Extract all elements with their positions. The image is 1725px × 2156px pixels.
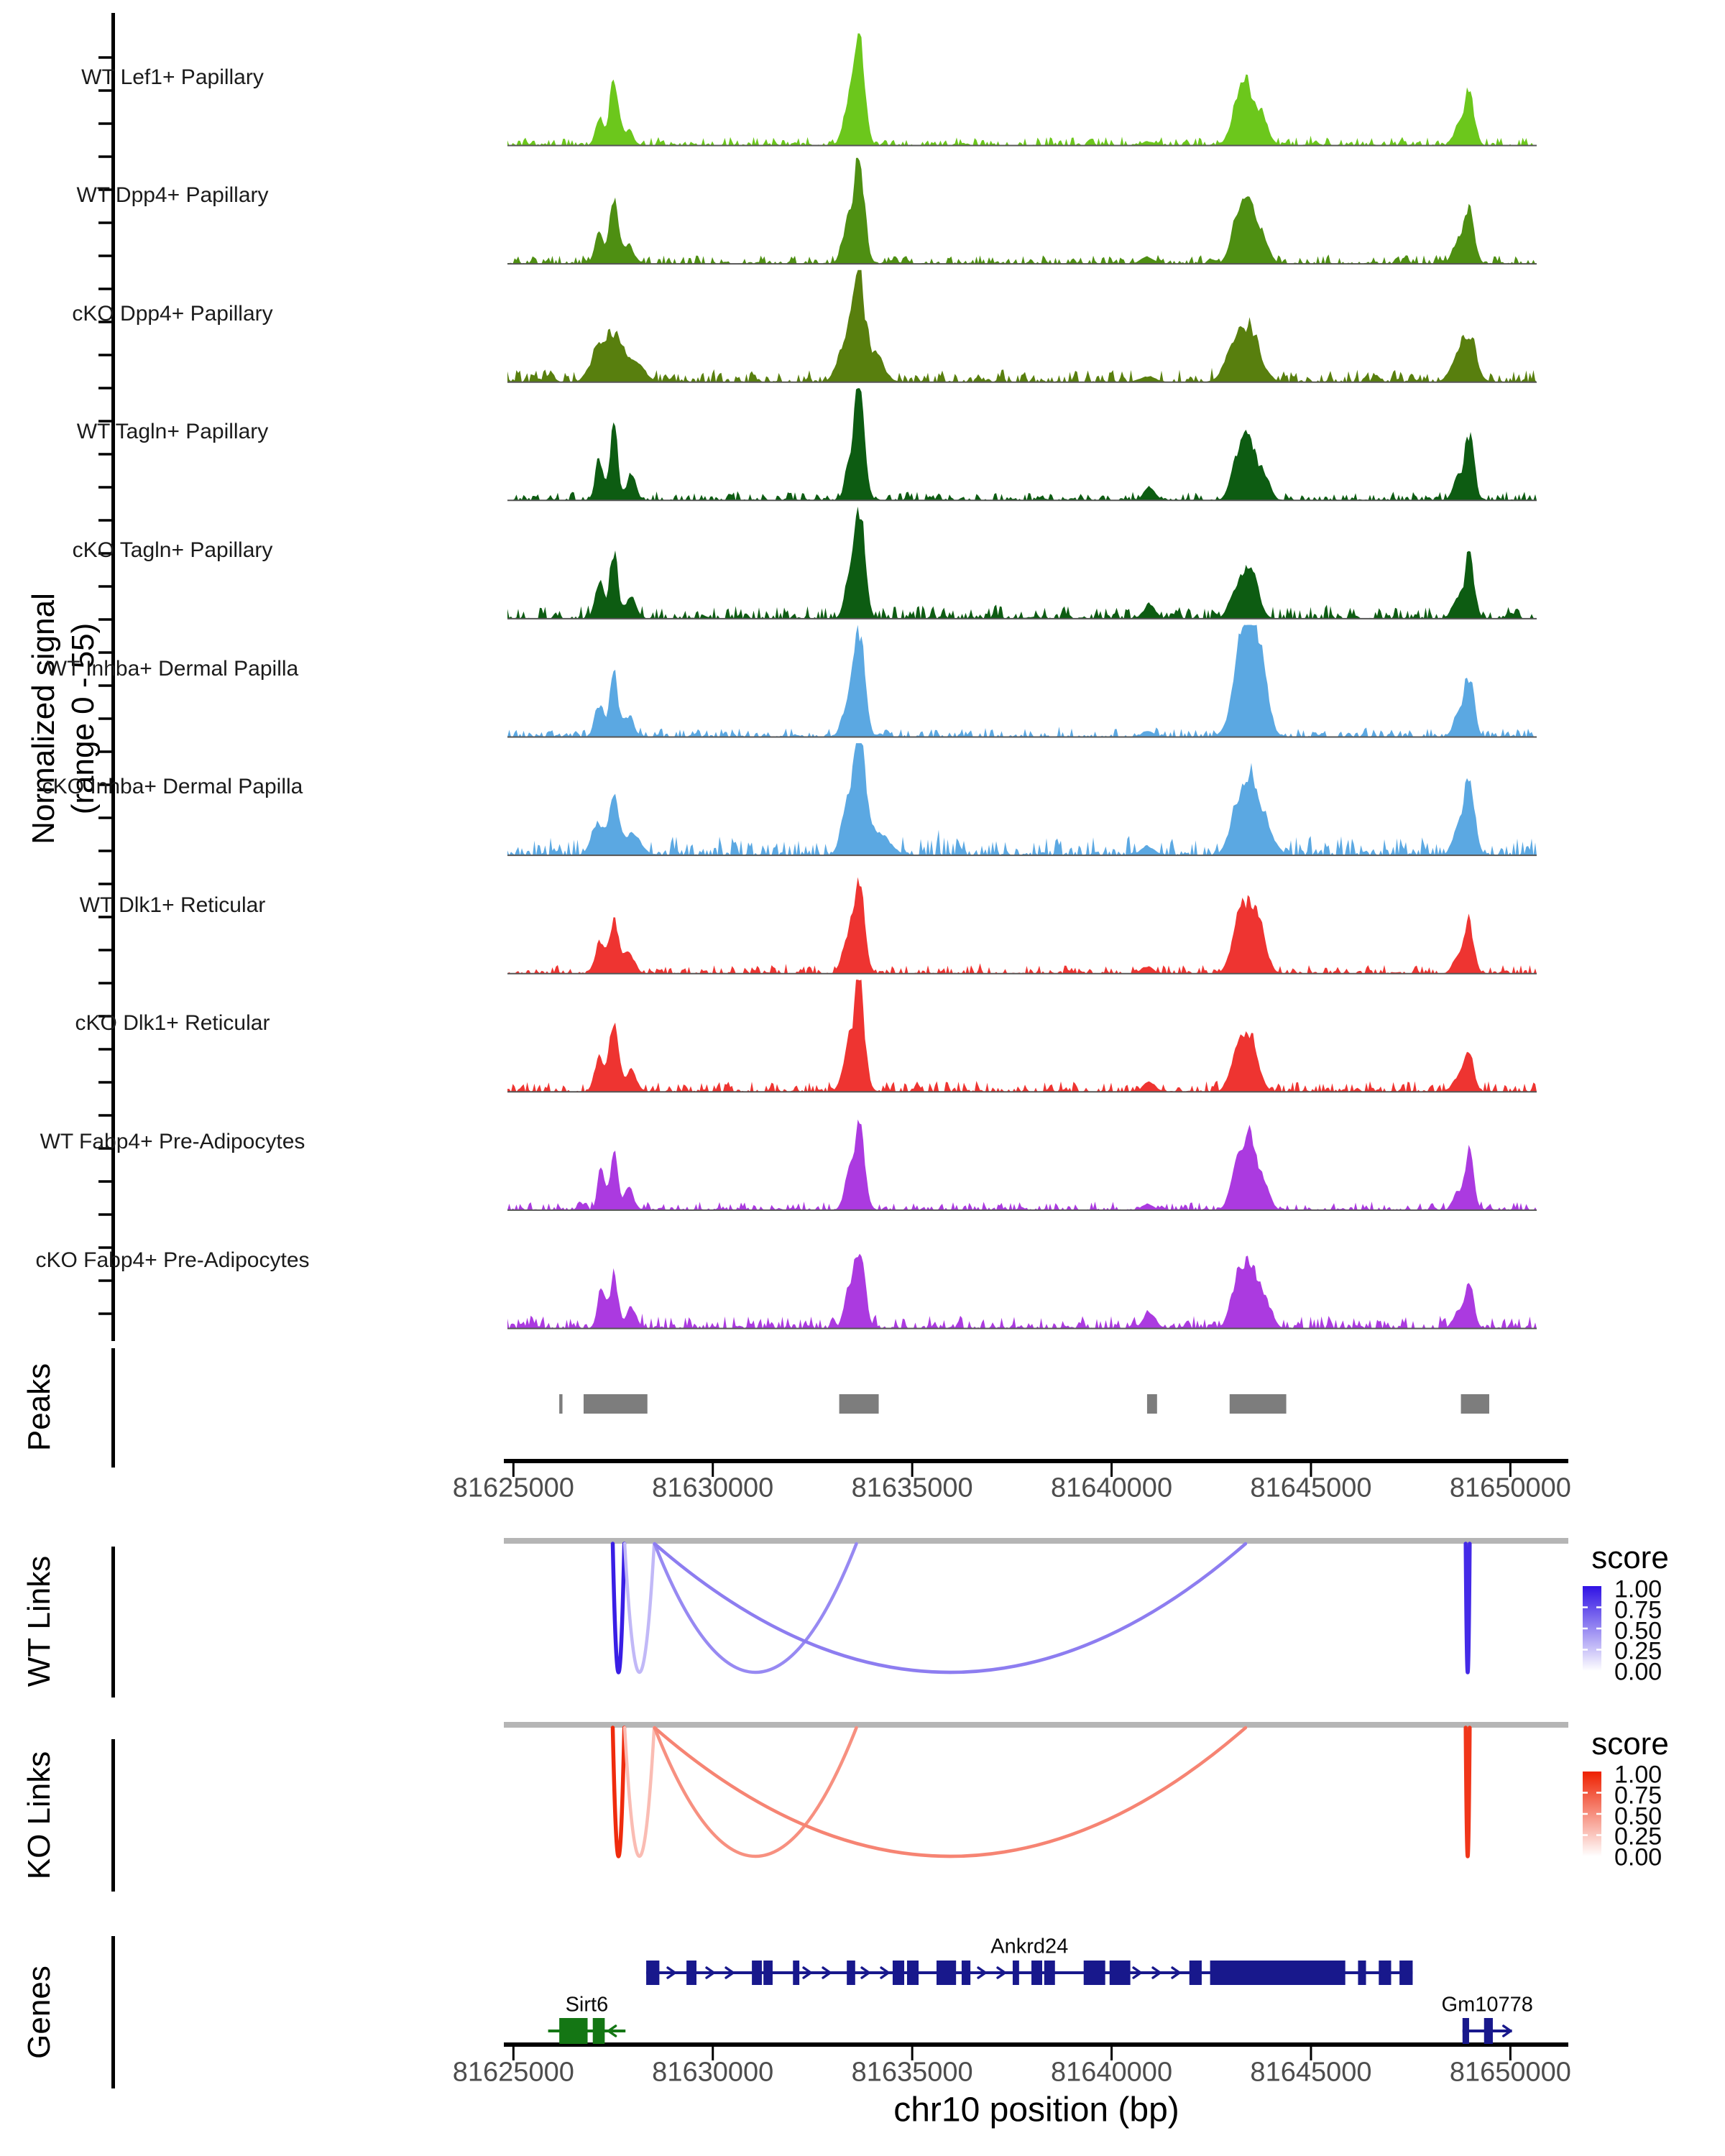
genes-panel-label: Genes [22,1966,57,2059]
genomic-axis-tick-label-2-2: 81635000 [851,2057,973,2088]
wt-score-gradient-tick-label-4: 0.00 [1614,1658,1662,1686]
wt-links-axis-bar [111,1547,115,1697]
gene-exon-Ankrd24-19 [1399,1961,1412,1985]
y-axis-label-line1: Normalized signal [26,593,61,844]
peaks-panel-label: Peaks [22,1363,57,1452]
gene-exon-Ankrd24-1 [686,1961,696,1985]
ko-link-arc-0 [613,1728,625,1856]
gene-exon-Sirt6-1 [593,2018,605,2044]
y-axis-label-line2: (range 0 - 55) [65,622,101,815]
track-label-0: WT Lef1+ Papillary [81,65,264,89]
gene-exon-Ankrd24-7 [907,1961,919,1985]
gene-name-label-Sirt6: Sirt6 [565,1993,609,2017]
gene-exon-Ankrd24-10 [1013,1961,1019,1985]
peak-interval-2 [840,1394,879,1414]
peak-interval-4 [1230,1394,1287,1414]
gene-exon-Gm10778-1 [1484,2018,1493,2044]
genomic-axis-tick-label-1-0: 81625000 [452,1473,574,1503]
track-label-1: WT Dpp4+ Papillary [76,183,269,208]
genomic-axis-tick-label-1-4: 81645000 [1250,1473,1372,1503]
ko-score-gradient-tick-label-0: 1.00 [1614,1761,1662,1789]
genomic-axis-tick-label-1-1: 81630000 [652,1473,774,1503]
genomic-axis-tick-label-2-3: 81640000 [1051,2057,1173,2088]
gene-name-label-Ankrd24: Ankrd24 [990,1935,1069,1958]
wt-link-arc-0 [613,1544,625,1672]
genomic-axis-line-1 [504,1459,1568,1463]
track-label-4: cKO Tagln+ Papillary [72,538,273,562]
coverage-area-9 [507,1120,1537,1210]
wt-link-arc-3 [655,1544,1246,1672]
wt-links-panel-label: WT Links [22,1555,57,1687]
coverage-area-2 [507,270,1537,382]
genomic-axis-tick-label-2-0: 81625000 [452,2057,574,2088]
gene-exon-Ankrd24-2 [752,1961,762,1985]
ko-link-arc-2 [655,1728,857,1856]
genes-axis-bar [111,1936,115,2088]
wt-score-gradient-tick-label-3: 0.25 [1614,1637,1662,1665]
wt-score-gradient-tick-label-0: 1.00 [1614,1575,1662,1603]
peak-interval-3 [1147,1394,1157,1414]
gene-exon-Ankrd24-3 [763,1961,773,1985]
track-label-3: WT Tagln+ Papillary [76,420,269,444]
genomic-axis-tick-label-1-2: 81635000 [851,1473,973,1503]
gene-name-label-Gm10778: Gm10778 [1441,1993,1533,2017]
coverage-area-10 [507,1254,1537,1329]
coverage-area-0 [507,34,1537,146]
genomic-axis-line-2 [504,2042,1568,2047]
gene-exon-Ankrd24-0 [646,1961,659,1985]
x-axis-title: chr10 position (bp) [893,2091,1179,2129]
coverage-area-5 [507,625,1537,737]
genomic-axis-tick-label-1-3: 81640000 [1051,1473,1173,1503]
track-label-10: cKO Fabp4+ Pre-Adipocytes [35,1248,310,1272]
gene-exon-Ankrd24-11 [1031,1961,1042,1985]
gene-exon-Ankrd24-4 [793,1961,799,1985]
genomic-axis-tick-label-2-5: 81650000 [1449,2057,1571,2088]
gene-exon-Gm10778-0 [1463,2018,1469,2044]
peak-interval-5 [1461,1394,1489,1414]
gene-exon-Ankrd24-17 [1358,1961,1366,1985]
wt-score-gradient-tick-label-1: 0.75 [1614,1596,1662,1624]
wt-link-arc-2 [655,1544,857,1672]
wt-link-arc-1 [625,1544,654,1672]
wt-link-arc-4 [1466,1544,1470,1672]
gene-exon-Ankrd24-8 [937,1961,956,1985]
gene-exon-Ankrd24-14 [1110,1961,1131,1985]
ko-link-arc-1 [625,1728,654,1856]
ko-link-top-line [504,1722,1568,1728]
ko-score-gradient-tick-label-3: 0.25 [1614,1823,1662,1851]
ko-links-panel-label: KO Links [22,1751,57,1880]
coverage-area-6 [507,743,1537,855]
ko-score-gradient-tick-label-2: 0.50 [1614,1802,1662,1830]
y-axis-label [24,593,103,844]
wt-score-gradient-tick-label-2: 0.50 [1614,1617,1662,1644]
gene-exon-Ankrd24-5 [847,1961,855,1985]
coverage-area-7 [507,877,1537,974]
coverage-area-8 [507,980,1537,1092]
track-label-2: cKO Dpp4+ Papillary [72,301,273,326]
wt-score-legend-title: score [1591,1540,1669,1575]
track-label-7: WT Dlk1+ Reticular [79,893,266,917]
gene-exon-Ankrd24-9 [962,1961,970,1985]
genomic-axis-tick-label-2-4: 81645000 [1250,2057,1372,2088]
gene-exon-Ankrd24-6 [893,1961,904,1985]
gene-exon-Ankrd24-16 [1210,1961,1346,1985]
gene-exon-Ankrd24-13 [1084,1961,1105,1985]
gene-exon-Ankrd24-18 [1379,1961,1391,1985]
wt-link-top-line [504,1538,1568,1544]
ko-link-arc-3 [655,1728,1246,1856]
coverage-area-4 [507,507,1537,619]
gene-exon-Sirt6-0 [559,2018,587,2044]
peaks-axis-bar [111,1348,115,1468]
track-label-5: WT Inhba+ Dermal Papilla [46,656,299,681]
track-label-9: WT Fabp4+ Pre-Adipocytes [40,1129,305,1153]
ko-score-gradient-tick-label-1: 0.75 [1614,1782,1662,1810]
coverage-area-3 [507,388,1537,500]
gene-exon-Ankrd24-12 [1044,1961,1055,1985]
peak-interval-1 [584,1394,648,1414]
ko-score-gradient-tick-label-4: 0.00 [1614,1843,1662,1871]
coverage-area-1 [507,158,1537,264]
genomic-axis-tick-label-1-5: 81650000 [1449,1473,1571,1503]
ko-score-legend-title: score [1591,1726,1669,1761]
ko-link-arc-4 [1466,1728,1470,1856]
track-label-8: cKO Dlk1+ Reticular [75,1011,270,1036]
gene-exon-Ankrd24-15 [1190,1961,1202,1985]
track-label-6: cKO Inhba+ Dermal Papilla [42,775,303,799]
genomic-axis-tick-label-2-1: 81630000 [652,2057,774,2088]
ko-links-axis-bar [111,1739,115,1892]
peak-interval-0 [559,1394,562,1414]
